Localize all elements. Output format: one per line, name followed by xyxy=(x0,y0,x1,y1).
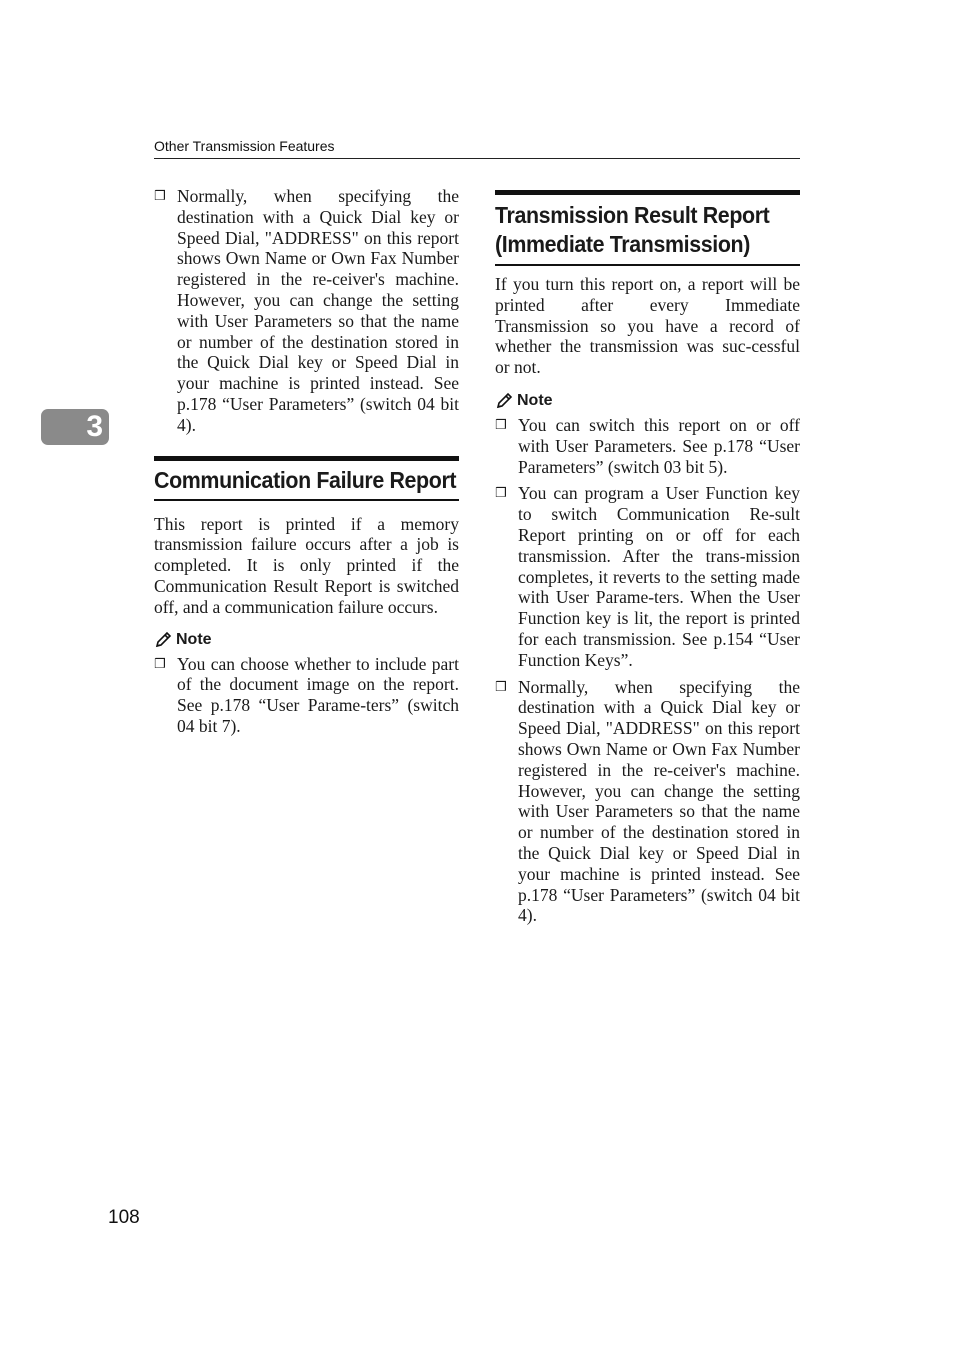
note-item xyxy=(495,415,800,477)
note-heading xyxy=(495,391,800,411)
list-item xyxy=(154,186,459,436)
note-item-text: You can switch this report on or off with User Parameters. See p.178 “User Parameters” (switch 03 bit 5). xyxy=(518,414,800,477)
note-label: Note xyxy=(176,630,212,648)
pencil-icon xyxy=(154,631,172,649)
checkbox-bullet-icon: ❒ xyxy=(495,417,507,433)
note-item-text: You can program a User Function key to switch Communication Re-sult Report printing on or off for each transmission. After the trans-mission completes, it reverts to the setting made with User Parame-ters. When the User Function key is lit, the report is printed for each transmission. See p.154 “User Function Keys”. xyxy=(518,483,800,670)
chapter-tab: 3 xyxy=(41,409,109,445)
paragraph: If you turn this report on, a report will be printed after every Immediate Transmission so you have a record of whether the transmission was suc-cessful or not. xyxy=(495,274,800,378)
section-title-line-1: Transmission Result Report xyxy=(495,202,770,228)
section-title-line-2: (Immediate Transmission) xyxy=(495,231,750,257)
header-rule xyxy=(154,158,800,159)
checkbox-bullet-icon: ❒ xyxy=(154,189,166,204)
note-label: Note xyxy=(517,391,553,409)
running-head: Other Transmission Features xyxy=(154,138,335,154)
note-item xyxy=(154,654,459,737)
list-item-text: Normally, when specifying the destination with a Quick Dial key or Speed Dial, "ADDRESS" on this report shows Own Name or Own Fax Number registered in the re-ceiver's machine. However, you can change the setting with User Parameters so that the name or number of the destination stored in the Quick Dial key or Speed Dial in your machine is printed instead. See p.178 “User Parameters” (switch 04 bit 4). xyxy=(177,186,459,435)
note-item xyxy=(495,483,800,670)
note-heading xyxy=(154,630,459,650)
page-number: 108 xyxy=(108,1207,140,1228)
paragraph: This report is printed if a memory transmission failure occurs after a job is completed. It is only printed if the Communication Result Report is switched off, and a communication failure occurs. xyxy=(154,513,459,617)
note-item xyxy=(495,677,800,927)
checkbox-bullet-icon: ❒ xyxy=(154,656,166,672)
checkbox-bullet-icon: ❒ xyxy=(495,486,507,502)
pencil-icon xyxy=(495,392,513,410)
right-column xyxy=(495,190,800,926)
section-title: Communication Failure Report xyxy=(154,466,457,493)
checkbox-bullet-icon: ❒ xyxy=(495,679,507,695)
note-item-text: You can choose whether to include part of the document image on the report. See p.178 “User Parame-ters” (switch 04 bit 7). xyxy=(177,653,459,736)
left-column xyxy=(154,186,459,737)
note-item-text: Normally, when specifying the destination with a Quick Dial key or Speed Dial, "ADDRESS" on this report shows Own Name or Own Fax Number registered in the re-ceiver's machine. However, you can change the setting with User Parameters so that the name or number of the destination stored in the Quick Dial key or Speed Dial in your machine is printed instead. See p.178 “User Parameters” (switch 04 bit 4). xyxy=(518,676,800,926)
